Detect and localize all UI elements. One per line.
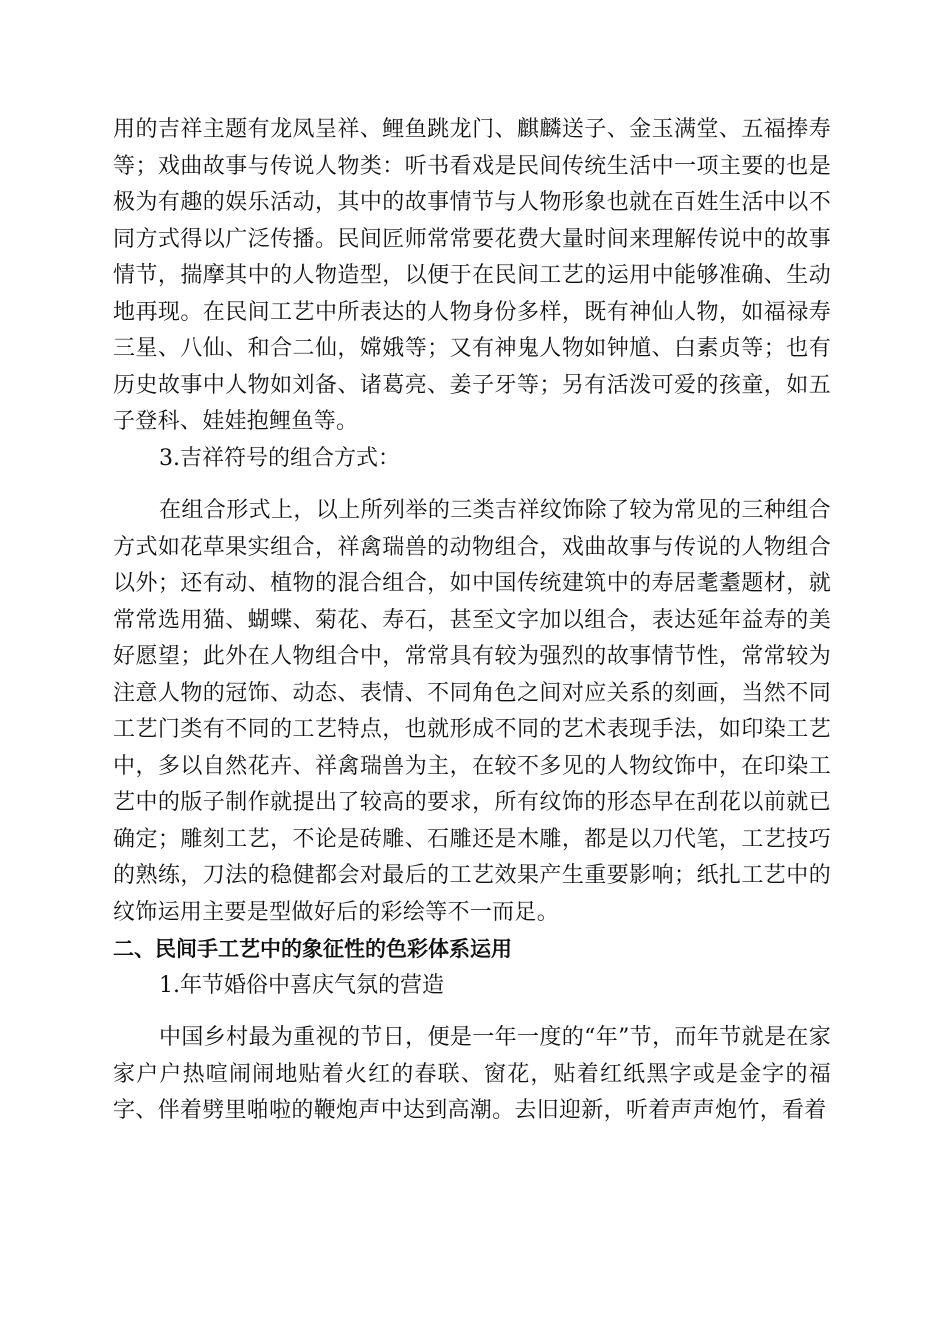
subheading-combination-methods: 3.吉祥符号的组合方式： — [159, 445, 400, 471]
body-paragraph-new-year: 中国乡村最为重视的节日，便是一年一度的“年”节，而年节就是在家家户户热喧闹闹地贴着火红的春联、窗花，贴着红纸黑字或是金字的福字、伴着劈里啪啦的鞭炮声中达到高潮。去旧迎新，听着声声炮竹，看着 — [113, 1025, 831, 1123]
body-paragraph-continued: 用的吉祥主题有龙凤呈祥、鲤鱼跳龙门、麒麟送子、金玉满堂、五福捧寿等；戏曲故事与传说人物类：听书看戏是民间传统生活中一项主要的也是极为有趣的娱乐活动，其中的故事情节与人物形象也就在百姓生活中以不同方式得以广泛传播。民间匠师常常要花费大量时间来理解传说中的故事情节，揣摩其中的人物造型，以便于在民间工艺的运用中能够准确、生动地再现。在民间工艺中所表达的人物身份多样，既有神仙人物，如福禄寿三星、八仙、和合二仙，嫦娥等；又有神鬼人物如钟馗、白素贞等；也有历史故事中人物如刘备、诸葛亮、姜子牙等；另有活泼可爱的孩童，如五子登科、娃娃抱鲤鱼等。 — [113, 117, 831, 434]
body-paragraph-combination: 在组合形式上，以上所列举的三类吉祥纹饰除了较为常见的三种组合方式如花草果实组合，祥禽瑞兽的动物组合，戏曲故事与传说的人物组合以外；还有动、植物的混合组合，如中国传统建筑中的寿居耄耋题材，就常常选用猫、蝴蝶、菊花、寿石，甚至文字加以组合，表达延年益寿的美好愿望；此外在人物组合中，常常具有较为强烈的故事情节性，常常较为注意人物的冠饰、动态、表情、不同角色之间对应关系的刻画，当然不同工艺门类有不同的工艺特点，也就形成不同的艺术表现手法，如印染工艺中，多以自然花卉、祥禽瑞兽为主，在较不多见的人物纹饰中，在印染工艺中的版子制作就提出了较高的要求，所有纹饰的形态早在刮花以前就已确定；雕刻工艺，不论是砖雕、石雕还是木雕，都是以刀代笔，工艺技巧的熟练，刀法的稳健都会对最后的工艺效果产生重要影响；纸扎工艺中的纹饰运用主要是型做好后的彩绘等不一而足。 — [113, 498, 831, 925]
subheading-festive-atmosphere: 1.年节婚俗中喜庆气氛的营造 — [159, 972, 444, 998]
document-page — [113, 112, 831, 1130]
section-heading-color-system: 二、民间手工艺中的象征性的色彩体系运用 — [113, 937, 512, 961]
